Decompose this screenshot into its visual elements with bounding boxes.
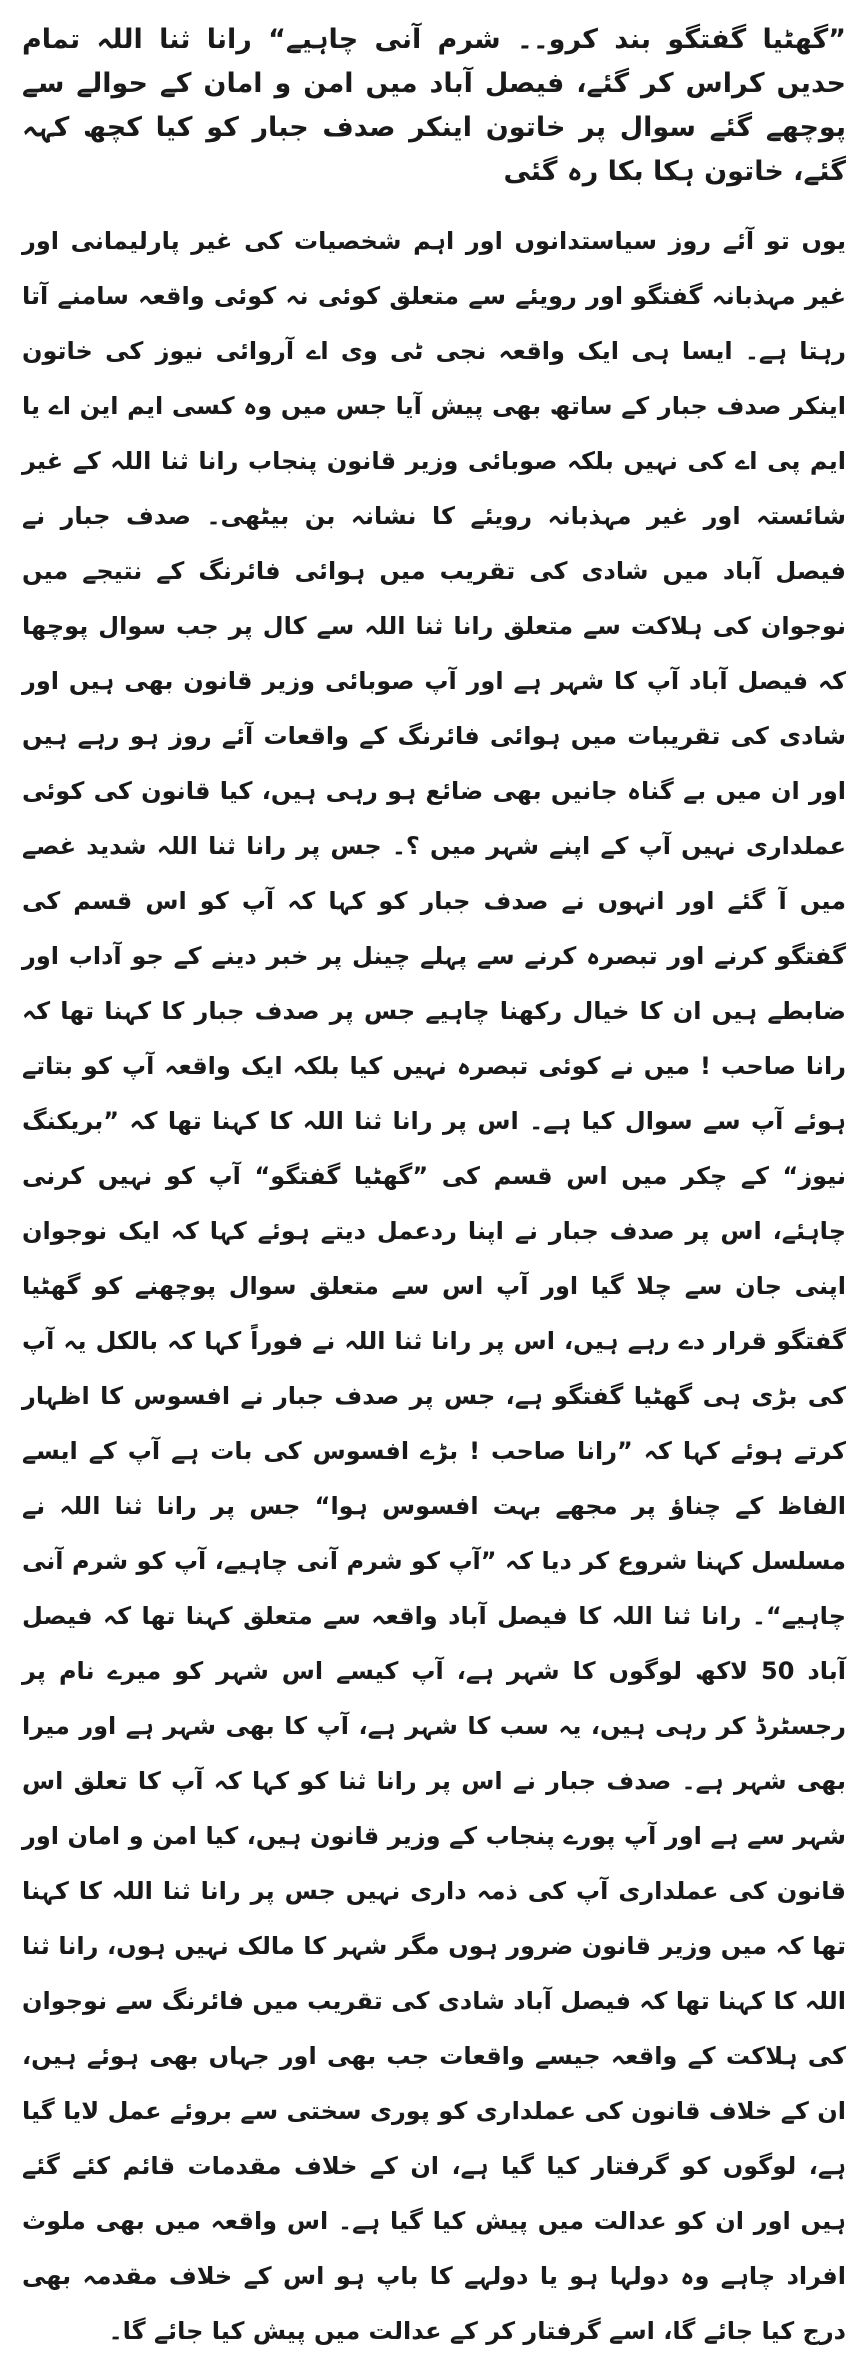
article-body: یوں تو آئے روز سیاستدانوں اور اہم شخصیات کی غیر پارلیمانی اور غیر مہذبانہ گفتگو اور رویئے سے متعلق کوئی نہ کوئی واقعہ سامنے آتا رہتا ہے۔ ایسا ہی ایک واقعہ نجی ٹی وی اے آروائی نیوز کی خاتون اینکر صدف جبار کے ساتھ بھی پیش آیا جس میں وہ کسی ایم این اے یا ایم پی اے کی نہیں بلکہ صوبائی وزیر قانون پنجاب رانا ثنا اللہ کے غیر شائستہ اور غیر مہذبانہ رویئے کا نشانہ بن بیٹھی۔ صدف جبار نے فیصل آباد میں شادی کی تقریب میں ہوائی فائرنگ کے نتیجے میں نوجوان کی ہلاکت سے متعلق رانا ثنا اللہ سے کال پر جب سوال پوچھا کہ فیصل آباد آپ کا شہر ہے اور آپ صوبائی وزیر قانون بھی ہیں اور شادی کی تقریبات میں ہوائی فائرنگ کے واقعات آئے روز ہو رہے ہیں اور ان میں بے گناہ جانیں بھی ضائع ہو رہی ہیں، کیا قانون کی کوئی عملداری نہیں آپ کے اپنے شہر میں ؟۔ جس پر رانا ثنا اللہ شدید غصے میں آ گئے اور انہوں نے صدف جبار کو کہا کہ آپ کو اس قسم کی گفتگو کرنے اور تبصرہ کرنے سے پہلے چینل پر خبر دینے کے جو آداب اور ضابطے ہیں ان کا خیال رکھنا چاہیے جس پر صدف جبار کا کہنا تھا کہ رانا صاحب ! میں نے کوئی تبصرہ نہیں کیا بلکہ ایک واقعہ آپ کو بتاتے ہوئے آپ سے سوال کیا ہے۔ اس پر رانا ثنا اللہ کا کہنا تھا کہ ”بریکنگ نیوز“ کے چکر میں اس قسم کی ”گھٹیا گفتگو“ آپ کو نہیں کرنی چاہئے، اس پر صدف جبار نے اپنا ردعمل دیتے ہوئے کہا کہ ایک نوجوان اپنی جان سے چلا گیا اور آپ اس سے متعلق سوال پوچھنے کو گھٹیا گفتگو قرار دے رہے ہیں، اس پر رانا ثنا اللہ نے فوراً کہا کہ بالکل یہ آپ کی بڑی ہی گھٹیا گفتگو ہے، جس پر صدف جبار نے افسوس کا اظہار کرتے ہوئے کہا کہ ”رانا صاحب ! بڑے افسوس کی بات ہے آپ کے ایسے الفاظ کے چناؤ پر مجھے بہت افسوس ہوا“ جس پر رانا ثنا اللہ نے مسلسل کہنا شروع کر دیا کہ ”آپ کو شرم آنی چاہیے، آپ کو شرم آنی چاہیے“۔ رانا ثنا اللہ کا فیصل آباد واقعہ سے متعلق کہنا تھا کہ فیصل آباد 50 لاکھ لوگوں کا شہر ہے، آپ کیسے اس شہر کو میرے نام پر رجسٹرڈ کر رہی ہیں، یہ سب کا شہر ہے، آپ کا بھی شہر ہے اور میرا بھی شہر ہے۔ صدف جبار نے اس پر رانا ثنا کو کہا کہ آپ کا تعلق اس شہر سے ہے اور آپ پورے پنجاب کے وزیر قانون ہیں، کیا امن و امان اور قانون کی عملداری آپ کی ذمہ داری نہیں جس پر رانا ثنا اللہ کا کہنا تھا کہ میں وزیر قانون ضرور ہوں مگر شہر کا مالک نہیں ہوں، رانا ثنا اللہ کا کہنا تھا کہ فیصل آباد شادی کی تقریب میں فائرنگ سے نوجوان کی ہلاکت کے واقعہ جیسے واقعات جب بھی اور جہاں بھی ہوئے ہیں، ان کے خلاف قانون کی عملداری کو پوری سختی سے بروئے عمل لایا گیا ہے، لوگوں کو گرفتار کیا گیا ہے، ان کے خلاف مقدمات قائم کئے گئے ہیں اور ان کو عدالت میں پیش کیا گیا ہے۔ اس واقعہ میں بھی ملوث افراد چاہے وہ دولہا ہو یا دولہے کا باپ ہو اس کے خلاف مقدمہ بھی درج کیا جائے گا، اسے گرفتار کر کے عدالت میں پیش کیا جائے گا۔ (22, 227, 847, 2345)
article-headline: ”گھٹیا گفتگو بند کرو۔۔ شرم آنی چاہیے“ رانا ثنا اللہ تمام حدیں کراس کر گئے، فیصل آباد میں امن و امان کے حوالے سے پوچھے گئے سوال پر خاتون اینکر صدف جبار کو کیا کچھ کہہ گئے، خاتون ہکا بکا رہ گئی (22, 24, 846, 187)
